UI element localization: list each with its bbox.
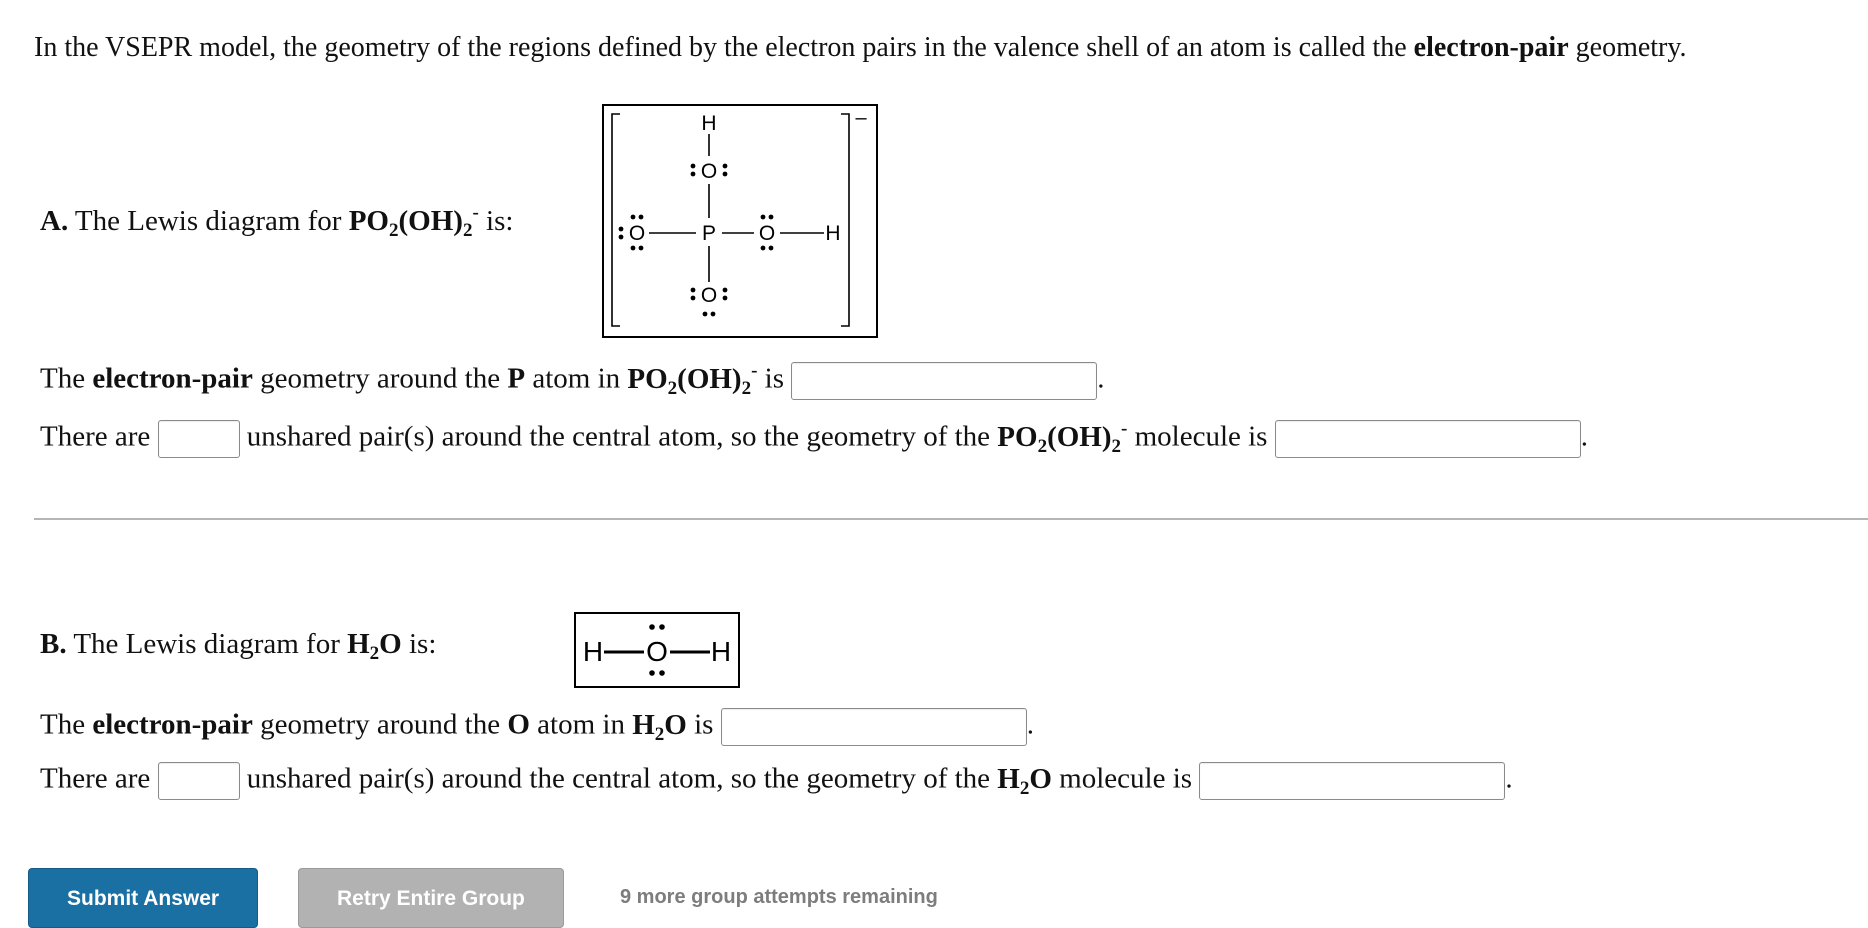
part-b-lewis-text: The Lewis diagram for [66, 628, 348, 660]
part-b-question-2: There are unshared pair(s) around the central atom, so the geometry of the $H_2O$ molecule is . [40, 762, 1513, 799]
part-b-heading [40, 628, 437, 664]
part-b-formula: $H_2O$ [347, 628, 402, 664]
lewis-charge: – [855, 107, 867, 129]
part-b-label: B. [40, 628, 67, 660]
atom-o-center: O [646, 636, 668, 667]
attempts-remaining-text: 9 more group attempts remaining [620, 886, 938, 908]
part-a-is: is: [478, 205, 514, 237]
part-a-molecular-geometry-input[interactable] [1275, 420, 1581, 458]
part-b-q2-formula: $H_2O$ [997, 762, 1052, 799]
part-b-unshared-pairs-input[interactable] [158, 762, 240, 800]
atom-o-right: O [758, 222, 776, 245]
part-b-molecular-geometry-input[interactable] [1199, 762, 1505, 800]
part-a-lewis-text: The Lewis diagram for [68, 205, 349, 237]
atom-o-left: O [628, 222, 646, 245]
lewis-diagram-h2o [574, 612, 740, 688]
part-a-electron-pair-geometry-input[interactable] [791, 362, 1097, 400]
intro-text [34, 34, 1687, 62]
lewis-diagram-po2oh2 [602, 104, 878, 338]
part-a-question-1: The electron-pair geometry around the P atom in $PO_2(OH)_2^-$ is . [40, 359, 1105, 399]
part-b-is: is: [401, 628, 437, 660]
part-b-electron-pair-geometry-input[interactable] [721, 708, 1027, 746]
intro-bold-term: electron-pair [1413, 32, 1569, 63]
part-a-question-2: There are unshared pair(s) around the central atom, so the geometry of the $PO_2(OH)_2^-$ molecule is . [40, 417, 1588, 457]
retry-entire-group-button[interactable]: Retry Entire Group [298, 868, 564, 928]
intro-after: geometry. [1568, 32, 1687, 63]
part-a-unshared-pairs-input[interactable] [158, 420, 240, 458]
atom-h-right: H [710, 636, 732, 667]
part-a-label: A. [40, 205, 69, 237]
part-b-question-1: The electron-pair geometry around the O atom in $H_2O$ is . [40, 708, 1034, 745]
atom-h-left: H [582, 636, 604, 667]
atom-o-bottom: O [700, 284, 718, 307]
submit-answer-button[interactable]: Submit Answer [28, 868, 258, 928]
part-a-formula: $PO_2(OH)_2^-$ [348, 202, 479, 241]
part-a-heading [40, 202, 514, 241]
atom-h-right: H [825, 222, 841, 245]
intro-before: In the VSEPR model, the geometry of the regions defined by the electron pairs in the valence shell of an atom is called the [34, 32, 1414, 63]
part-a-q1-formula: $PO_2(OH)_2^-$ [627, 359, 758, 399]
atom-p-center: P [701, 222, 717, 245]
atom-h-top: H [701, 112, 717, 135]
part-b-q1-formula: $H_2O$ [632, 708, 687, 745]
atom-o-top: O [700, 160, 718, 183]
section-divider [34, 518, 1868, 520]
part-a-q2-formula: $PO_2(OH)_2^-$ [997, 417, 1128, 457]
